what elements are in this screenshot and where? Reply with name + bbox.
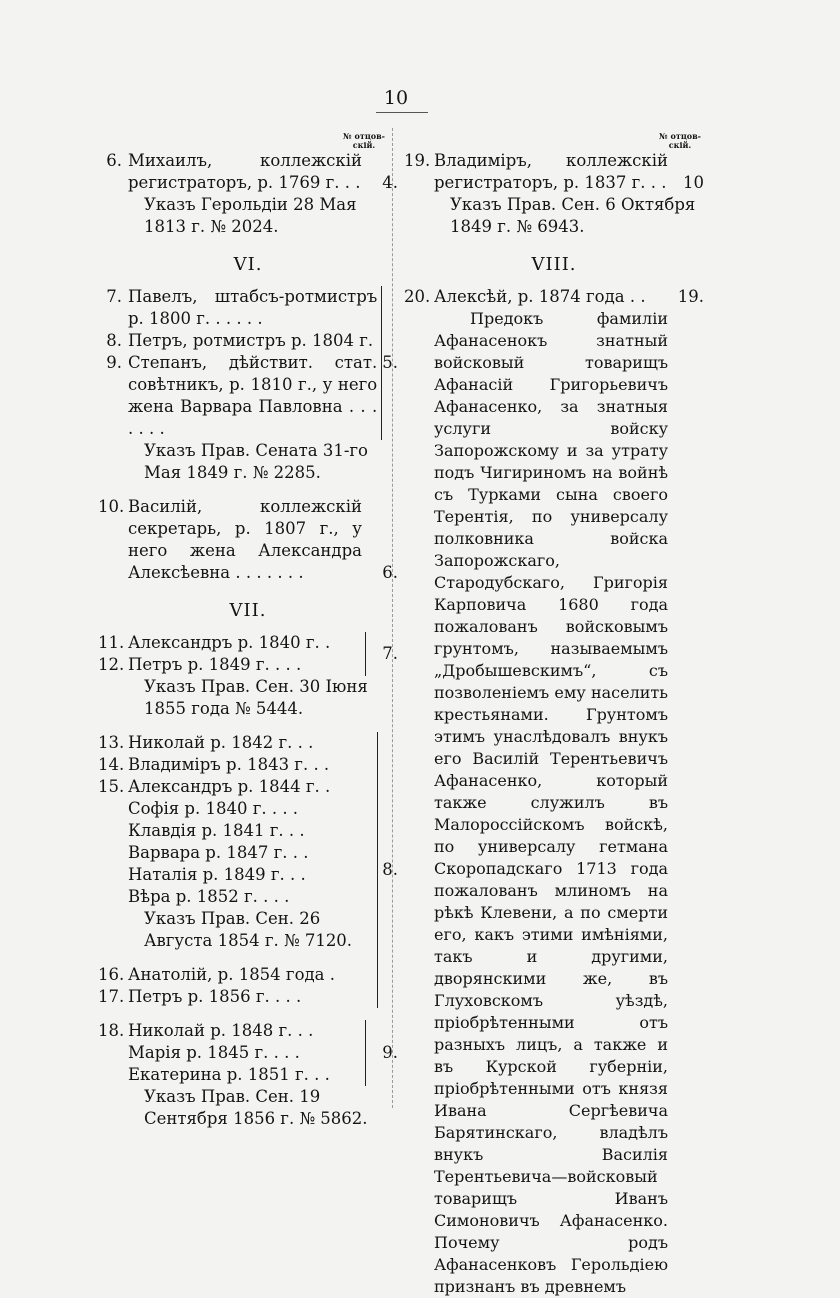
entry-16 [98,964,373,986]
ukaz-group-3: Указъ Прав. Сен. 26 Августа 1854 г. № 7120. [144,909,353,950]
ukaz-group-1: Указъ Прав. Сената 31-го Мая 1849 г. № 2285. [144,441,368,482]
left-e9-num: 9. [106,353,122,372]
entry-17 [98,986,373,1008]
left-e15-text: Александръ р. 1844 г. . [128,777,331,796]
left-e7-num: 7. [106,287,122,306]
section-viii: VIII. [531,254,577,275]
right-e19-num: 19. [404,151,431,170]
left-e6-ref: 4. [382,173,398,192]
left-e8-num: 8. [106,331,122,350]
left-e10-ref: 6. [382,563,398,582]
page-number-rule [376,112,428,113]
left-column [98,150,398,1130]
left-e18-num: 18. [98,1021,125,1040]
ukaz-group-4: Указъ Прав. Сен. 19 Сентября 1856 г. № 5862. [144,1087,368,1128]
right-e19-ref: 10 [683,173,704,192]
left-e8-text: Петръ, ротмистръ р. 1804 г. [128,331,374,350]
right-col-header: № отцов- скій. [659,131,701,150]
left-e15-num: 15. [98,777,125,796]
sister-1: Софія р. 1840 г. . . . [128,799,299,818]
entry-10 [98,496,398,584]
left-e10-text: Василій, коллежскій секретарь, р. 1807 г., у него жена Александра Алексѣевна . . . . . . . [128,497,362,582]
sister-5: Вѣра р. 1852 г. . . . [128,887,290,906]
family-history-paragraph: Предокъ фамиліи Афанасенокъ знатный войсковый товарищъ Афанасій Григорьевичъ Афанасенко, за знатныя услуги войску Запорожскому и за утрату подъ Чигириномъ на войнѣ съ Турками сына своего Терентія, по универсалу полковника войска Запорожскаго, Стародубскаго, Григорія Карповича 1680 года пожалованъ войсковымъ грунтомъ, называемымъ „Дробышевскимъ“, съ позволеніемъ ему населить крестьянами. Грунтомъ этимъ унаслѣдовалъ внукъ его Василій Терентьевичъ Афанасенко, который также служилъ въ Малороссійскомъ войскѣ, по универсалу гетмана Скоропадскаго 1713 года пожалованъ млиномъ на рѣкѣ Клевени, а по смерти его, какъ этими имѣніями, такъ и другими, дворянскими же, въ Глуховскомъ уѣздѣ, пріобрѣтенными отъ разныхъ лицъ, а также и въ Курской губерніи, пріобрѣтенными отъ князя Ивана Сергѣевича Барятинскаго, владѣлъ внукъ Василія Терентьевича—войсковый товарищъ Иванъ Симоновичъ Афанасенко. Почему родъ Афанасенковъ Герольдіею признанъ въ древнемъ [434,309,668,1296]
entry-11 [98,632,361,654]
right-e20-num: 20. [404,287,431,306]
group-ref: 5. [382,353,398,372]
entry-15 [98,776,373,798]
left-g2-ref: 7. [382,644,398,663]
entry-6 [98,150,398,194]
group-11-12 [98,632,398,676]
entry-13 [98,732,373,754]
left-e6-num: 6. [106,151,122,170]
sister-7: Екатерина р. 1851 г. . . [128,1065,330,1084]
entry-14 [98,754,373,776]
left-e18-text: Николай р. 1848 г. . . [128,1021,314,1040]
entry-12 [98,654,361,676]
left-e12-text: Петръ р. 1849 г. . . . [128,655,302,674]
left-col-header: № отцов- скій. [343,131,385,150]
sister-4: Наталія р. 1849 г. . . [128,865,306,884]
sister-6: Марія р. 1845 г. . . . [128,1043,300,1062]
group-18 [98,1020,398,1086]
section-vii: VII. [229,600,267,621]
entry-8 [98,330,377,352]
sister-2: Клавдія р. 1841 г. . . [128,821,305,840]
right-e20-text: Алексѣй, р. 1874 года . . [434,287,646,306]
right-e19-text: Владиміръ, коллежскій регистраторъ, р. 1837 г. . . [434,151,668,192]
left-e12-num: 12. [98,655,125,674]
entry-19 [404,150,704,194]
ukaz-19: Указъ Прав. Сен. 6 Октября 1849 г. № 6943. [450,195,696,236]
right-e20-ref: 19. [677,287,704,306]
left-e16-num: 16. [98,965,125,984]
section-vi: VI. [233,254,263,275]
entry-7 [98,286,377,330]
page-number: 10 [383,87,409,109]
group-7-9 [98,286,398,440]
left-e14-text: Владиміръ р. 1843 г. . . [128,755,330,774]
left-g4-ref: 9. [382,1043,398,1062]
sister-3: Варвара р. 1847 г. . . [128,843,309,862]
entry-9 [98,352,377,440]
left-e17-text: Петръ р. 1856 г. . . . [128,987,302,1006]
left-e11-num: 11. [98,633,125,652]
left-e6-text: Михаилъ, коллежскій регистраторъ, р. 1769 г. . . [128,151,362,192]
right-column [404,150,704,1298]
left-e9-text: Степанъ, дѣйствит. стат. совѣтникъ, р. 1810 г., у него жена Варвара Павловна . . . . . . . [128,353,378,438]
left-e14-num: 14. [98,755,125,774]
left-e7-text: Павелъ, штабсъ-ротмистръ р. 1800 г. . . . . . [128,287,378,328]
left-e17-num: 17. [98,987,125,1006]
left-g3-ref: 8. [382,860,398,879]
entry-20 [404,286,704,308]
ukaz-6: Указъ Герольдіи 28 Мая 1813 г. № 2024. [144,195,357,236]
left-e16-text: Анатолій, р. 1854 года . [128,965,335,984]
ukaz-group-2: Указъ Прав. Сен. 30 Іюня 1855 года № 5444. [144,677,368,718]
left-e13-num: 13. [98,733,125,752]
left-e11-text: Александръ р. 1840 г. . [128,633,331,652]
left-e10-num: 10. [98,497,125,516]
entry-18 [98,1020,361,1042]
group-13-17 [98,732,398,1008]
left-e13-text: Николай р. 1842 г. . . [128,733,314,752]
